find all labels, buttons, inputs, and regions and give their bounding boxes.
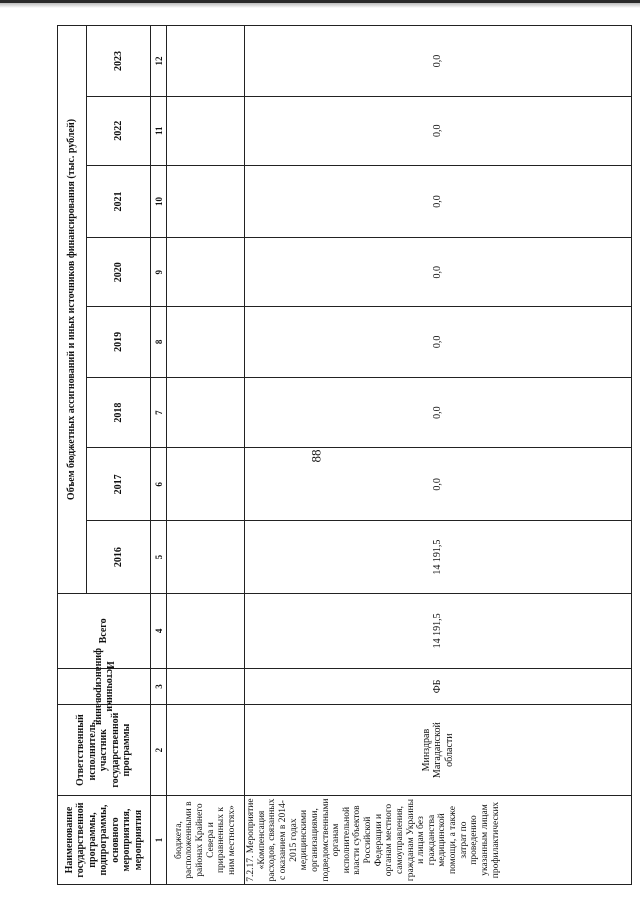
column-number: 1 (151, 796, 167, 885)
column-number: 3 (151, 668, 167, 704)
header-executor: Ответственный исполнитель, участник государственной программы (58, 705, 151, 796)
row-value (167, 96, 245, 165)
row-value: 0,0 (245, 26, 632, 97)
column-number: 6 (151, 448, 167, 521)
row-value (167, 521, 245, 594)
header-year-2020: 2020 (87, 238, 151, 307)
row-value: 14 191,5 (245, 521, 632, 594)
table-row (245, 26, 632, 885)
row-value: 0,0 (245, 307, 632, 378)
header-year-2019: 2019 (87, 307, 151, 378)
row-program-name: бюджета, расположенными в районах Крайнего Севера и приравненных к ним местностях» (167, 796, 245, 885)
table-row (167, 26, 245, 885)
row-value: 0,0 (245, 238, 632, 307)
row-value (167, 26, 245, 97)
row-value: 0,0 (245, 96, 632, 165)
header-year-2021: 2021 (87, 165, 151, 238)
rotated-table-sheet (57, 25, 632, 885)
header-year-2018: 2018 (87, 377, 151, 448)
header-year-2023: 2023 (87, 26, 151, 97)
header-total: Всего (58, 594, 151, 669)
column-number-row (151, 26, 167, 885)
row-value: 0,0 (245, 448, 632, 521)
header-year-2022: 2022 (87, 96, 151, 165)
header-year-2017: 2017 (87, 448, 151, 521)
column-number: 4 (151, 594, 167, 669)
row-value (167, 238, 245, 307)
row-executor (167, 705, 245, 796)
row-executor: Минздрав Магаданской области (245, 705, 632, 796)
column-number: 2 (151, 705, 167, 796)
header-program-name: Наименование государственной программы, подпрограммы, основного мероприятия, мероприятия (58, 796, 151, 885)
row-value (167, 377, 245, 448)
row-value (167, 448, 245, 521)
header-row-group (58, 26, 87, 885)
row-total: 14 191,5 (245, 594, 632, 669)
header-funding-group: Объем бюджетных ассигнований и иных источников финансирования (тыс. рублей) (58, 26, 87, 594)
column-number: 11 (151, 96, 167, 165)
row-program-name: 7.2.17. Мероприятие «Компенсация расходов, связанных с оказанием в 2014-2015 годах медицинскими организациями, подведомственными органам исполнительной власти субъектов Российской Федерации и органам местного самоуправления, гражданам Украины и лицам без гражданства медицинской помощи, а также затрат по проведению указанным лицам профилактических (245, 796, 632, 885)
row-source (167, 668, 245, 704)
header-year-2016: 2016 (87, 521, 151, 594)
funding-table (57, 25, 632, 885)
row-value (167, 307, 245, 378)
row-source: ФБ (245, 668, 632, 704)
top-rule (0, 0, 640, 8)
column-number: 5 (151, 521, 167, 594)
row-total (167, 594, 245, 669)
column-number: 8 (151, 307, 167, 378)
row-value (167, 165, 245, 238)
row-value: 0,0 (245, 165, 632, 238)
column-number: 10 (151, 165, 167, 238)
column-number: 9 (151, 238, 167, 307)
column-number: 12 (151, 26, 167, 97)
header-funding-source: Источники финансирования (58, 668, 151, 704)
row-value: 0,0 (245, 377, 632, 448)
column-number: 7 (151, 377, 167, 448)
page-number: 88 (308, 449, 324, 463)
